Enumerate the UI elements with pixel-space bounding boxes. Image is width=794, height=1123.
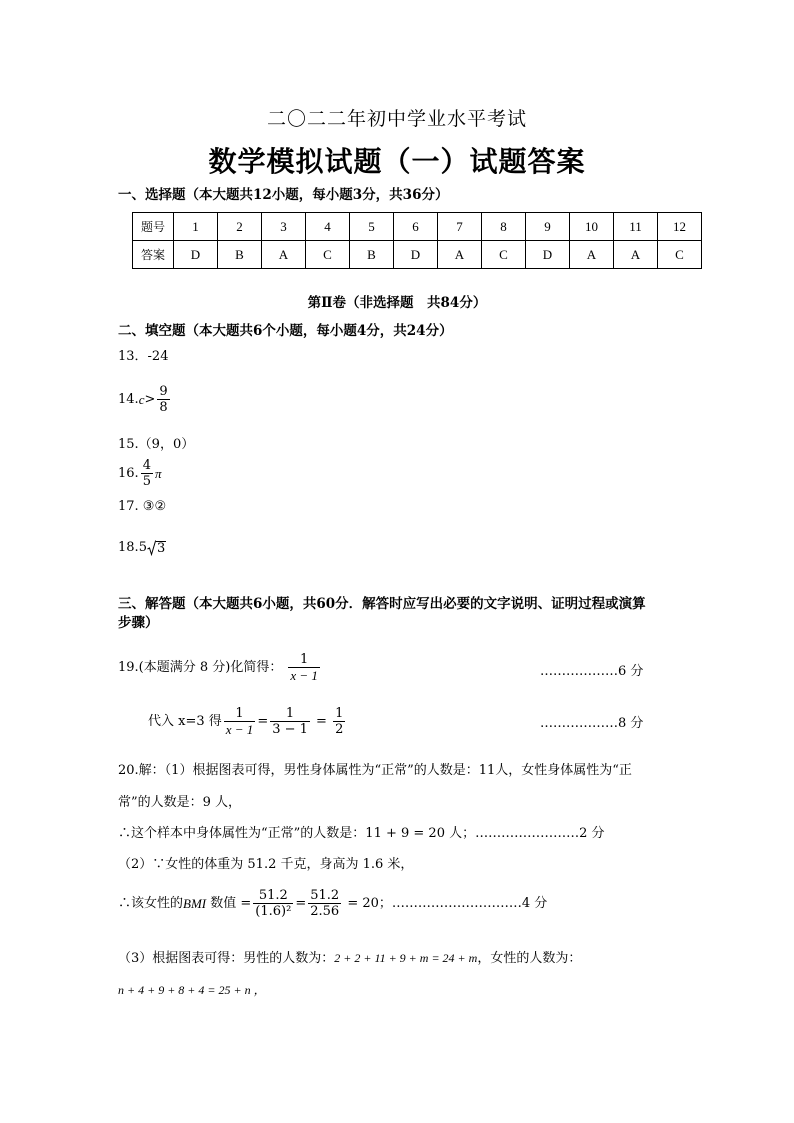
answer-20-line5 — [118, 888, 547, 919]
answer-label: 16. — [118, 465, 139, 481]
answer-20-line6 — [118, 950, 581, 967]
table-cell: 12 — [658, 213, 702, 241]
answer-20-line3 — [118, 826, 605, 842]
answer-19-prefix: 19.(本题满分 8 分)化简得： — [118, 659, 283, 675]
numerator: 9 — [159, 384, 168, 399]
part2-heading: 第Ⅱ卷（非选择题 共84分） — [307, 295, 487, 311]
table-cell: 4 — [306, 213, 350, 241]
female-count-expression: n + 4 + 9 + 8 + 4 = 25 + n ， — [118, 983, 266, 997]
table-cell: 9 — [526, 213, 570, 241]
numerator: 51.2 — [310, 888, 340, 903]
table-cell: B — [218, 241, 262, 269]
table-cell: 1 — [174, 213, 218, 241]
table-cell: B — [350, 241, 394, 269]
numerator: 1 — [299, 652, 309, 667]
numerator: 51.2 — [258, 888, 288, 903]
table-cell: 8 — [482, 213, 526, 241]
row-label: 题号 — [133, 213, 174, 241]
coefficient: 5 — [138, 540, 147, 555]
answer-20-line4: （2）∵女性的体重为 51.2 千克，身高为 1.6 米， — [118, 857, 414, 872]
numerator: 4 — [142, 458, 151, 473]
denominator: 8 — [159, 400, 168, 415]
answer-15: 15.（9，0） — [118, 437, 195, 452]
exam-subtitle: 二〇二二年初中学业水平考试 — [266, 108, 527, 130]
table-cell: 7 — [438, 213, 482, 241]
denominator: (1.6)² — [255, 904, 292, 919]
table-cell: D — [394, 241, 438, 269]
score-marker: ………………6 分 — [540, 664, 644, 679]
score-marker: ……………………2 分 — [475, 826, 605, 841]
answer-17: 17. ③② — [118, 499, 167, 514]
answer-20-line3-text: ∴这个样本中身体属性为“正常”的人数是：11 + 9 = 20 人； — [118, 826, 476, 841]
fraction — [253, 888, 293, 919]
answer-20-line5-prefix: ∴该女性的 — [118, 895, 184, 911]
sqrt-sign-icon — [147, 540, 156, 556]
numerator: 1 — [285, 706, 295, 721]
result-text: = 20； — [343, 895, 392, 911]
fraction — [141, 458, 153, 489]
answer-20-line6-b: ，女性的人数为： — [477, 951, 582, 966]
fraction — [308, 888, 341, 919]
row-label: 答案 — [133, 241, 174, 269]
table-row — [133, 213, 702, 241]
pi-symbol: π — [154, 465, 162, 481]
answer-20-line6-a: （3）根据图表可得：男性的人数为： — [118, 951, 335, 966]
table-row — [133, 241, 702, 269]
table-cell: 10 — [570, 213, 614, 241]
section3-heading: 三、解答题（本大题共6小题，共60分．解答时应写出必要的文字说明、证明过程或演算 — [118, 596, 646, 612]
numerator: 1 — [335, 706, 344, 721]
answer-19-step2 — [148, 706, 347, 737]
answer-20-line1: 20.解：（1）根据图表可得，男性身体属性为“正常”的人数是：11人，女性身体属性为“正 — [118, 763, 632, 778]
denominator: x − 1 — [225, 722, 254, 737]
answer-20-line5-mid: 数值 = — [206, 895, 252, 911]
page-title: 数学模拟试题（一）试题答案 — [208, 145, 586, 178]
score-marker: ………………8 分 — [540, 716, 644, 731]
answer-16 — [118, 458, 161, 489]
denominator: x − 1 — [290, 668, 318, 683]
answer-20-line2: 常”的人数是：9 人， — [118, 795, 242, 810]
answer-label: 18. — [118, 540, 139, 555]
answer-19-step1 — [118, 652, 322, 683]
answer-18 — [118, 540, 166, 556]
equals-sign: = — [295, 895, 307, 911]
math-operator: > — [144, 391, 156, 407]
table-cell: D — [526, 241, 570, 269]
fraction — [157, 384, 169, 415]
section3-heading-cont: 步骤） — [118, 615, 159, 631]
fraction — [270, 706, 310, 737]
answer-14 — [118, 384, 172, 415]
numerator: 1 — [235, 706, 244, 721]
table-cell: C — [658, 241, 702, 269]
answer-13: 13．-24 — [118, 349, 169, 364]
table-cell: D — [174, 241, 218, 269]
table-cell: 5 — [350, 213, 394, 241]
section1-heading: 一、选择题（本大题共12小题，每小题3分，共36分） — [118, 187, 449, 203]
radicand: 3 — [156, 540, 166, 556]
denominator: 3 − 1 — [272, 722, 308, 737]
denominator: 5 — [142, 474, 151, 489]
answer-label: 14. — [118, 391, 139, 407]
table-cell: 6 — [394, 213, 438, 241]
table-cell: A — [262, 241, 306, 269]
equals-sign: = — [311, 713, 332, 729]
denominator: 2 — [335, 722, 344, 737]
fraction — [288, 652, 320, 683]
fraction — [333, 706, 345, 737]
table-cell: A — [570, 241, 614, 269]
table-cell: A — [614, 241, 658, 269]
answer-table — [132, 212, 702, 269]
male-count-expression: 2 + 2 + 11 + 9 + m = 24 + m — [334, 951, 478, 965]
table-cell: 11 — [614, 213, 658, 241]
fraction — [224, 706, 256, 737]
table-cell: 2 — [218, 213, 262, 241]
table-cell: C — [306, 241, 350, 269]
table-cell: A — [438, 241, 482, 269]
section2-heading: 二、填空题（本大题共6个小题，每小题4分，共24分） — [118, 323, 453, 339]
table-cell: 3 — [262, 213, 306, 241]
denominator: 2.56 — [310, 904, 340, 919]
table-cell: C — [482, 241, 526, 269]
equals-sign: = — [257, 713, 269, 729]
substitution-text: 代入 x=3 得 — [148, 713, 222, 729]
score-marker: …………………………4 分 — [391, 895, 548, 911]
bmi-term: BMI — [183, 895, 207, 911]
math-variable: c — [138, 391, 145, 407]
